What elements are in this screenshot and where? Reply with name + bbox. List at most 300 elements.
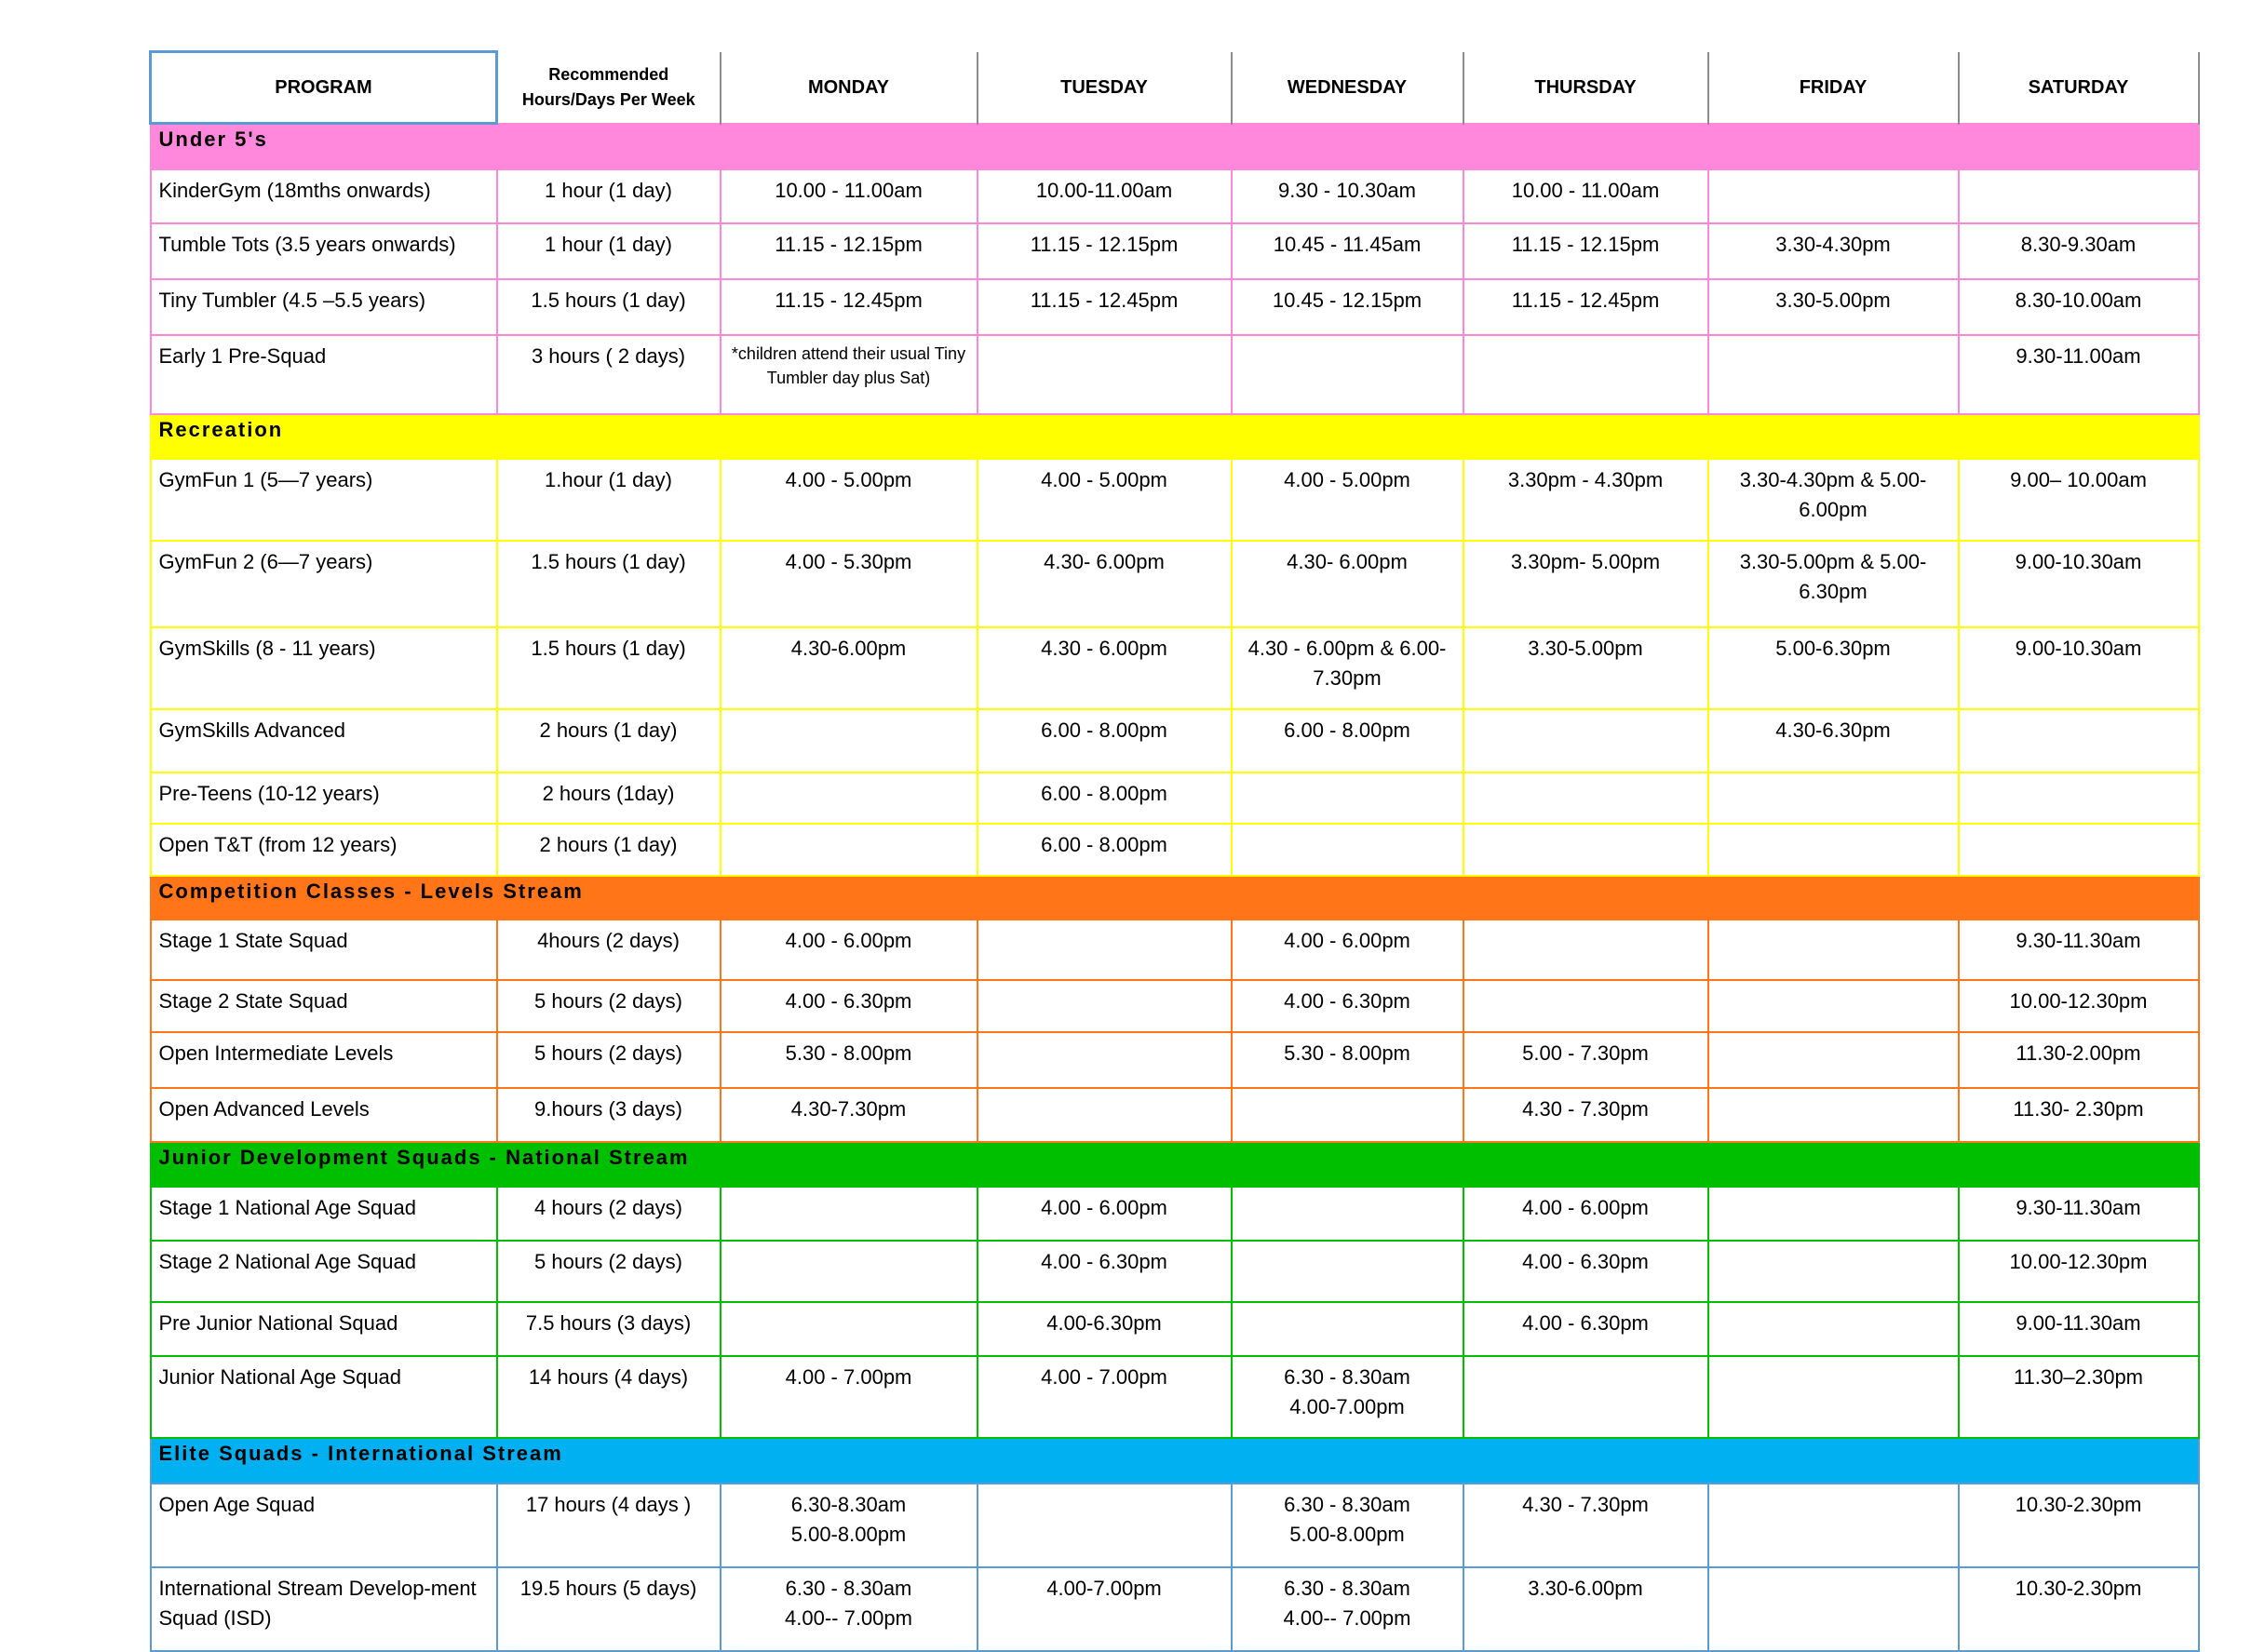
monday-time-cell	[721, 1088, 978, 1142]
cell-text-line: 4.00 - 7.00pm	[785, 1364, 912, 1389]
saturday-time-cell	[1959, 1187, 2199, 1241]
cell-text-line: 4.30- 6.00pm	[1044, 549, 1165, 573]
cell-text-line: 5.30 - 8.00pm	[1284, 1041, 1410, 1065]
cell-text-line: 11.30- 2.30pm	[2013, 1096, 2144, 1121]
cell-text-line: 4.00-- 7.00pm	[1283, 1605, 1411, 1630]
section-header-row	[151, 1142, 2199, 1187]
monday-time-cell	[721, 279, 978, 335]
cell-text-line: 8.30-9.30am	[2020, 232, 2137, 256]
cell-text-line: 17 hours (4 days )	[525, 1492, 692, 1516]
program-name-cell	[151, 1088, 497, 1142]
table-row	[151, 920, 2199, 980]
cell-text-line: 1.hour (1 day)	[545, 467, 672, 491]
cell-text-line: 9.00-10.30am	[2015, 636, 2142, 660]
cell-text-line: 5.00-8.00pm	[790, 1522, 907, 1546]
thursday-time-cell	[1463, 1241, 1708, 1302]
program-name-cell	[151, 980, 497, 1032]
cell-text-line: 3.30-5.00pm	[1775, 288, 1891, 312]
cell-text-line: 4.00 - 6.00pm	[1522, 1195, 1649, 1219]
cell-text-line: 10.30-2.30pm	[2015, 1576, 2142, 1600]
cell-text-line: GymSkills Advanced	[158, 718, 346, 742]
friday-time-cell	[1708, 1356, 1959, 1438]
cell-text-line: 10.00-11.00am	[1035, 178, 1173, 202]
cell-text-line: 11.15 - 12.15pm	[1030, 232, 1179, 256]
tuesday-time-cell	[978, 1356, 1232, 1438]
monday-time-cell	[721, 1241, 978, 1302]
table-row	[151, 1484, 2199, 1567]
cell-text-line: 6.30 - 8.30am	[785, 1576, 912, 1600]
friday-time-cell	[1708, 980, 1959, 1032]
wednesday-time-cell	[1232, 1032, 1463, 1088]
recommended-hours-cell	[497, 772, 721, 824]
saturday-time-cell	[1959, 1088, 2199, 1142]
wednesday-time-cell	[1232, 1241, 1463, 1302]
table-row	[151, 1356, 2199, 1438]
thursday-time-cell	[1463, 1032, 1708, 1088]
cell-text-line: 5 hours (2 days)	[534, 1041, 682, 1065]
cell-text-line: 6.00 - 8.00pm	[1284, 718, 1410, 742]
cell-text-line: Junior National Age Squad	[158, 1364, 402, 1389]
thursday-time-cell	[1463, 1187, 1708, 1241]
monday-time-cell	[721, 627, 978, 709]
cell-text-line: 4.00-7.00pm	[1289, 1394, 1405, 1418]
table-row	[151, 1032, 2199, 1088]
recommended-hours-cell	[497, 920, 721, 980]
cell-text-line: 3.30-5.00pm & 5.00-6.30pm	[1739, 549, 1927, 603]
recommended-hours-cell	[497, 1187, 721, 1241]
recommended-hours-cell	[497, 1032, 721, 1088]
cell-text-line: 4.00 - 6.30pm	[1284, 988, 1410, 1013]
program-schedule-table	[149, 50, 2200, 1652]
cell-text-line: 1.5 hours (1 day)	[531, 636, 686, 660]
cell-text-line: 9.30-11.30am	[2016, 928, 2141, 952]
monday-time-cell	[721, 459, 978, 541]
program-name-cell	[151, 920, 497, 980]
cell-text-line: 4hours (2 days)	[537, 928, 680, 952]
saturday-time-cell	[1959, 920, 2199, 980]
cell-text-line: Stage 1 State Squad	[158, 928, 348, 952]
thursday-time-cell	[1463, 459, 1708, 541]
cell-text-line: 4.00-6.30pm	[1046, 1310, 1162, 1335]
cell-text-line: 10.00-12.30pm	[2009, 1249, 2148, 1273]
cell-text-line: 11.30-2.00pm	[2016, 1041, 2141, 1065]
cell-text-line: 4.00 - 7.00pm	[1041, 1364, 1167, 1389]
wednesday-time-cell	[1232, 709, 1463, 772]
thursday-time-cell	[1463, 223, 1708, 279]
tuesday-time-cell	[978, 627, 1232, 709]
saturday-time-cell	[1959, 772, 2199, 824]
table-row	[151, 1302, 2199, 1356]
thursday-time-cell	[1463, 169, 1708, 223]
tuesday-time-cell	[978, 1032, 1232, 1088]
program-name-cell	[151, 335, 497, 414]
wednesday-time-cell	[1232, 169, 1463, 223]
saturday-time-cell	[1959, 459, 2199, 541]
thursday-time-cell	[1463, 541, 1708, 627]
saturday-time-cell	[1959, 169, 2199, 223]
cell-text-line: 2 hours (1 day)	[539, 718, 678, 742]
cell-text-line: 4.00 - 6.00pm	[1284, 928, 1410, 952]
program-name-cell	[151, 459, 497, 541]
saturday-time-cell	[1959, 279, 2199, 335]
cell-text-line: 4.00 - 6.00pm	[1041, 1195, 1167, 1219]
tuesday-time-cell	[978, 169, 1232, 223]
friday-time-cell	[1708, 1088, 1959, 1142]
monday-time-cell	[721, 1187, 978, 1241]
friday-time-cell	[1708, 1187, 1959, 1241]
section-header-row	[151, 414, 2199, 459]
cell-text-line: GymFun 1 (5—7 years)	[158, 467, 373, 491]
cell-text-line: 6.30-8.30am	[790, 1492, 907, 1516]
cell-text-line: 11.15 - 12.45pm	[775, 288, 923, 312]
header-program: PROGRAM	[151, 52, 497, 124]
cell-text-line: Open Advanced Levels	[158, 1096, 370, 1121]
cell-text-line: 2 hours (1 day)	[539, 832, 678, 856]
wednesday-time-cell	[1232, 824, 1463, 876]
cell-text-line: 3.30pm - 4.30pm	[1507, 467, 1664, 491]
cell-text-line: 7.5 hours (3 days)	[525, 1310, 692, 1335]
tuesday-time-cell	[978, 335, 1232, 414]
cell-text-line: 4.30 - 6.00pm & 6.00-7.30pm	[1247, 636, 1447, 690]
recommended-hours-cell	[497, 1088, 721, 1142]
saturday-time-cell	[1959, 1356, 2199, 1438]
table-row	[151, 279, 2199, 335]
cell-text-line: 9.30-11.30am	[2016, 1195, 2141, 1219]
cell-text-line: 3.30-4.30pm & 5.00-6.00pm	[1739, 467, 1927, 521]
cell-text-line: Pre-Teens (10-12 years)	[158, 781, 380, 805]
tuesday-time-cell	[978, 459, 1232, 541]
friday-time-cell	[1708, 541, 1959, 627]
table-row	[151, 335, 2199, 414]
table-row	[151, 627, 2199, 709]
recommended-hours-cell	[497, 1567, 721, 1651]
saturday-time-cell	[1959, 1567, 2199, 1651]
cell-text-line: 4.00-7.00pm	[1046, 1576, 1162, 1600]
cell-text-line: 6.30 - 8.30am	[1284, 1364, 1410, 1389]
cell-text-line: 4.00 - 5.00pm	[1041, 467, 1167, 491]
table-row	[151, 459, 2199, 541]
cell-text-line: 3 hours ( 2 days)	[531, 343, 686, 368]
cell-text-line: 6.00 - 8.00pm	[1041, 781, 1167, 805]
monday-time-cell	[721, 709, 978, 772]
friday-time-cell	[1708, 279, 1959, 335]
cell-text-line: 9.hours (3 days)	[534, 1096, 682, 1121]
cell-text-line: 4.30-7.30pm	[790, 1096, 907, 1121]
cell-text-line: 8.30-10.00am	[2015, 288, 2142, 312]
friday-time-cell	[1708, 1567, 1959, 1651]
schedule-body	[151, 124, 2199, 1651]
friday-time-cell	[1708, 459, 1959, 541]
tuesday-time-cell	[978, 1484, 1232, 1567]
tuesday-time-cell	[978, 1302, 1232, 1356]
monday-time-cell	[721, 169, 978, 223]
tuesday-time-cell	[978, 709, 1232, 772]
cell-text-line: 4.30 - 7.30pm	[1522, 1492, 1649, 1516]
program-name-cell	[151, 627, 497, 709]
tuesday-time-cell	[978, 824, 1232, 876]
thursday-time-cell	[1463, 1302, 1708, 1356]
monday-time-cell	[721, 824, 978, 876]
wednesday-time-cell	[1232, 335, 1463, 414]
cell-text-line: 4.30-6.00pm	[790, 636, 907, 660]
friday-time-cell	[1708, 169, 1959, 223]
friday-time-cell	[1708, 1484, 1959, 1567]
cell-text-line: 4.30- 6.00pm	[1287, 549, 1408, 573]
tuesday-time-cell	[978, 1567, 1232, 1651]
program-name-cell	[151, 1567, 497, 1651]
cell-text-line: 9.00– 10.00am	[2010, 467, 2147, 491]
cell-text-line: 4.00 - 5.30pm	[785, 549, 912, 573]
cell-text-line: Open T&T (from 12 years)	[158, 832, 398, 856]
saturday-time-cell	[1959, 824, 2199, 876]
cell-text-line: 4.00 - 5.00pm	[785, 467, 912, 491]
cell-text-line: GymFun 2 (6—7 years)	[158, 549, 373, 573]
cell-text-line: Tumble Tots (3.5 years onwards)	[158, 232, 456, 256]
thursday-time-cell	[1463, 824, 1708, 876]
saturday-time-cell	[1959, 627, 2199, 709]
wednesday-time-cell	[1232, 1567, 1463, 1651]
program-name-cell	[151, 1241, 497, 1302]
program-name-cell	[151, 1187, 497, 1241]
program-name-cell	[151, 169, 497, 223]
cell-text-line: 5.00-8.00pm	[1289, 1522, 1405, 1546]
cell-text-line: 9.30 - 10.30am	[1278, 178, 1416, 202]
tuesday-time-cell	[978, 772, 1232, 824]
monday-time-cell	[721, 1567, 978, 1651]
friday-time-cell	[1708, 920, 1959, 980]
cell-text-line: 3.30-6.00pm	[1528, 1576, 1643, 1600]
cell-text-line: 4.00 - 6.30pm	[1522, 1310, 1649, 1335]
program-name-cell	[151, 772, 497, 824]
cell-text-line: 10.30-2.30pm	[2015, 1492, 2142, 1516]
cell-text-line: KinderGym (18mths onwards)	[158, 178, 431, 202]
cell-text-line: Tiny Tumbler (4.5 –5.5 years)	[158, 288, 426, 312]
monday-time-cell	[721, 335, 978, 414]
tuesday-time-cell	[978, 223, 1232, 279]
program-name-cell	[151, 709, 497, 772]
recommended-hours-cell	[497, 980, 721, 1032]
friday-time-cell	[1708, 1302, 1959, 1356]
tuesday-time-cell	[978, 980, 1232, 1032]
cell-note: *children attend their usual Tiny Tumbler day plus Sat)	[731, 343, 966, 387]
friday-time-cell	[1708, 1241, 1959, 1302]
cell-text-line: 19.5 hours (5 days)	[519, 1576, 697, 1600]
header-monday: MONDAY	[721, 52, 978, 124]
cell-text-line: 6.00 - 8.00pm	[1041, 832, 1167, 856]
cell-text-line: 3.30-4.30pm	[1775, 232, 1891, 256]
header-thursday: THURSDAY	[1463, 52, 1708, 124]
cell-text-line: 11.15 - 12.45pm	[1030, 288, 1179, 312]
section-title: Junior Development Squads - National Stream	[151, 1142, 2199, 1187]
thursday-time-cell	[1463, 920, 1708, 980]
saturday-time-cell	[1959, 1302, 2199, 1356]
program-name-cell	[151, 223, 497, 279]
wednesday-time-cell	[1232, 1088, 1463, 1142]
saturday-time-cell	[1959, 1484, 2199, 1567]
wednesday-time-cell	[1232, 1187, 1463, 1241]
cell-text-line: 9.00-10.30am	[2015, 549, 2142, 573]
tuesday-time-cell	[978, 1241, 1232, 1302]
friday-time-cell	[1708, 824, 1959, 876]
cell-text-line: Open Age Squad	[158, 1492, 316, 1516]
cell-text-line: 5.30 - 8.00pm	[785, 1041, 912, 1065]
thursday-time-cell	[1463, 279, 1708, 335]
cell-text-line: 5.00-6.30pm	[1775, 636, 1891, 660]
thursday-time-cell	[1463, 709, 1708, 772]
monday-time-cell	[721, 1302, 978, 1356]
friday-time-cell	[1708, 335, 1959, 414]
recommended-hours-cell	[497, 1484, 721, 1567]
section-title: Competition Classes - Levels Stream	[151, 876, 2199, 920]
friday-time-cell	[1708, 709, 1959, 772]
header-wednesday: WEDNESDAY	[1232, 52, 1463, 124]
table-row	[151, 824, 2199, 876]
wednesday-time-cell	[1232, 980, 1463, 1032]
cell-text-line: 10.00 - 11.00am	[775, 178, 923, 202]
tuesday-time-cell	[978, 1187, 1232, 1241]
thursday-time-cell	[1463, 627, 1708, 709]
recommended-hours-cell	[497, 1302, 721, 1356]
section-header-row	[151, 876, 2199, 920]
tuesday-time-cell	[978, 920, 1232, 980]
cell-text-line: 6.30 - 8.30am	[1284, 1492, 1410, 1516]
program-name-cell	[151, 1302, 497, 1356]
monday-time-cell	[721, 541, 978, 627]
saturday-time-cell	[1959, 1032, 2199, 1088]
friday-time-cell	[1708, 627, 1959, 709]
wednesday-time-cell	[1232, 459, 1463, 541]
table-row	[151, 223, 2199, 279]
saturday-time-cell	[1959, 335, 2199, 414]
cell-text-line: 4.00 - 6.30pm	[785, 988, 912, 1013]
monday-time-cell	[721, 1484, 978, 1567]
cell-text-line: Stage 1 National Age Squad	[158, 1195, 416, 1219]
recommended-hours-cell	[497, 459, 721, 541]
tuesday-time-cell	[978, 279, 1232, 335]
cell-text-line: 11.15 - 12.45pm	[1511, 288, 1660, 312]
tuesday-time-cell	[978, 541, 1232, 627]
program-name-cell	[151, 1032, 497, 1088]
program-name-cell	[151, 824, 497, 876]
cell-text-line: Stage 2 State Squad	[158, 988, 348, 1013]
cell-text-line: 6.30 - 8.30am	[1284, 1576, 1410, 1600]
cell-text-line: 4.30 - 6.00pm	[1041, 636, 1167, 660]
section-header-row	[151, 124, 2199, 169]
thursday-time-cell	[1463, 980, 1708, 1032]
saturday-time-cell	[1959, 1241, 2199, 1302]
cell-text-line: International Stream Develop-ment Squad (ISD)	[158, 1576, 477, 1630]
table-row	[151, 169, 2199, 223]
monday-time-cell	[721, 920, 978, 980]
cell-text-line: 5 hours (2 days)	[534, 988, 682, 1013]
recommended-hours-cell	[497, 541, 721, 627]
cell-text-line: 1 hour (1 day)	[545, 232, 672, 256]
monday-time-cell	[721, 1032, 978, 1088]
recommended-hours-cell	[497, 824, 721, 876]
recommended-hours-cell	[497, 223, 721, 279]
cell-text-line: 2 hours (1day)	[542, 781, 675, 805]
header-saturday: SATURDAY	[1959, 52, 2199, 124]
cell-text-line: 4.00 - 5.00pm	[1284, 467, 1410, 491]
recommended-hours-cell	[497, 279, 721, 335]
table-row	[151, 1567, 2199, 1651]
wednesday-time-cell	[1232, 541, 1463, 627]
cell-text-line: 11.15 - 12.15pm	[775, 232, 923, 256]
saturday-time-cell	[1959, 980, 2199, 1032]
cell-text-line: 1.5 hours (1 day)	[531, 549, 686, 573]
header-recommended: Recommended Hours/Days Per Week	[497, 52, 721, 124]
cell-text-line: 5.00 - 7.30pm	[1522, 1041, 1649, 1065]
saturday-time-cell	[1959, 709, 2199, 772]
friday-time-cell	[1708, 772, 1959, 824]
recommended-hours-cell	[497, 1241, 721, 1302]
cell-text-line: 14 hours (4 days)	[528, 1364, 689, 1389]
cell-text-line: 11.15 - 12.15pm	[1511, 232, 1660, 256]
table-row	[151, 541, 2199, 627]
thursday-time-cell	[1463, 1088, 1708, 1142]
program-name-cell	[151, 1356, 497, 1438]
cell-text-line: 11.30–2.30pm	[2013, 1364, 2144, 1389]
cell-text-line: 4.00 - 6.00pm	[785, 928, 912, 952]
table-row	[151, 1241, 2199, 1302]
cell-text-line: 4.30 - 7.30pm	[1522, 1096, 1649, 1121]
cell-text-line: 4 hours (2 days)	[534, 1195, 682, 1219]
wednesday-time-cell	[1232, 1356, 1463, 1438]
wednesday-time-cell	[1232, 223, 1463, 279]
cell-text-line: 3.30-5.00pm	[1528, 636, 1643, 660]
wednesday-time-cell	[1232, 279, 1463, 335]
cell-text-line: 5 hours (2 days)	[534, 1249, 682, 1273]
table-row	[151, 1088, 2199, 1142]
cell-text-line: 9.30-11.00am	[2016, 343, 2141, 368]
table-row	[151, 1187, 2199, 1241]
monday-time-cell	[721, 772, 978, 824]
recommended-hours-cell	[497, 335, 721, 414]
thursday-time-cell	[1463, 1356, 1708, 1438]
cell-text-line: 4.30-6.30pm	[1775, 718, 1891, 742]
friday-time-cell	[1708, 223, 1959, 279]
header-friday: FRIDAY	[1708, 52, 1959, 124]
cell-text-line: Stage 2 National Age Squad	[158, 1249, 416, 1273]
cell-text-line: 10.00-12.30pm	[2009, 988, 2148, 1013]
table-row	[151, 772, 2199, 824]
table-row	[151, 980, 2199, 1032]
header-tuesday: TUESDAY	[978, 52, 1232, 124]
recommended-hours-cell	[497, 709, 721, 772]
cell-text-line: 10.45 - 12.15pm	[1272, 288, 1423, 312]
wednesday-time-cell	[1232, 1484, 1463, 1567]
cell-text-line: 3.30pm- 5.00pm	[1510, 549, 1661, 573]
wednesday-time-cell	[1232, 627, 1463, 709]
wednesday-time-cell	[1232, 1302, 1463, 1356]
section-title: Under 5's	[151, 124, 2199, 169]
saturday-time-cell	[1959, 541, 2199, 627]
cell-text-line: Pre Junior National Squad	[158, 1310, 398, 1335]
cell-text-line: 1.5 hours (1 day)	[531, 288, 686, 312]
saturday-time-cell	[1959, 223, 2199, 279]
section-title: Elite Squads - International Stream	[151, 1438, 2199, 1484]
cell-text-line: Open Intermediate Levels	[158, 1041, 394, 1065]
monday-time-cell	[721, 980, 978, 1032]
cell-text-line: 10.00 - 11.00am	[1511, 178, 1660, 202]
cell-text-line: Early 1 Pre-Squad	[158, 343, 327, 368]
section-title: Recreation	[151, 414, 2199, 459]
monday-time-cell	[721, 223, 978, 279]
tuesday-time-cell	[978, 1088, 1232, 1142]
program-name-cell	[151, 541, 497, 627]
program-name-cell	[151, 279, 497, 335]
cell-text-line: 9.00-11.30am	[2016, 1310, 2141, 1335]
